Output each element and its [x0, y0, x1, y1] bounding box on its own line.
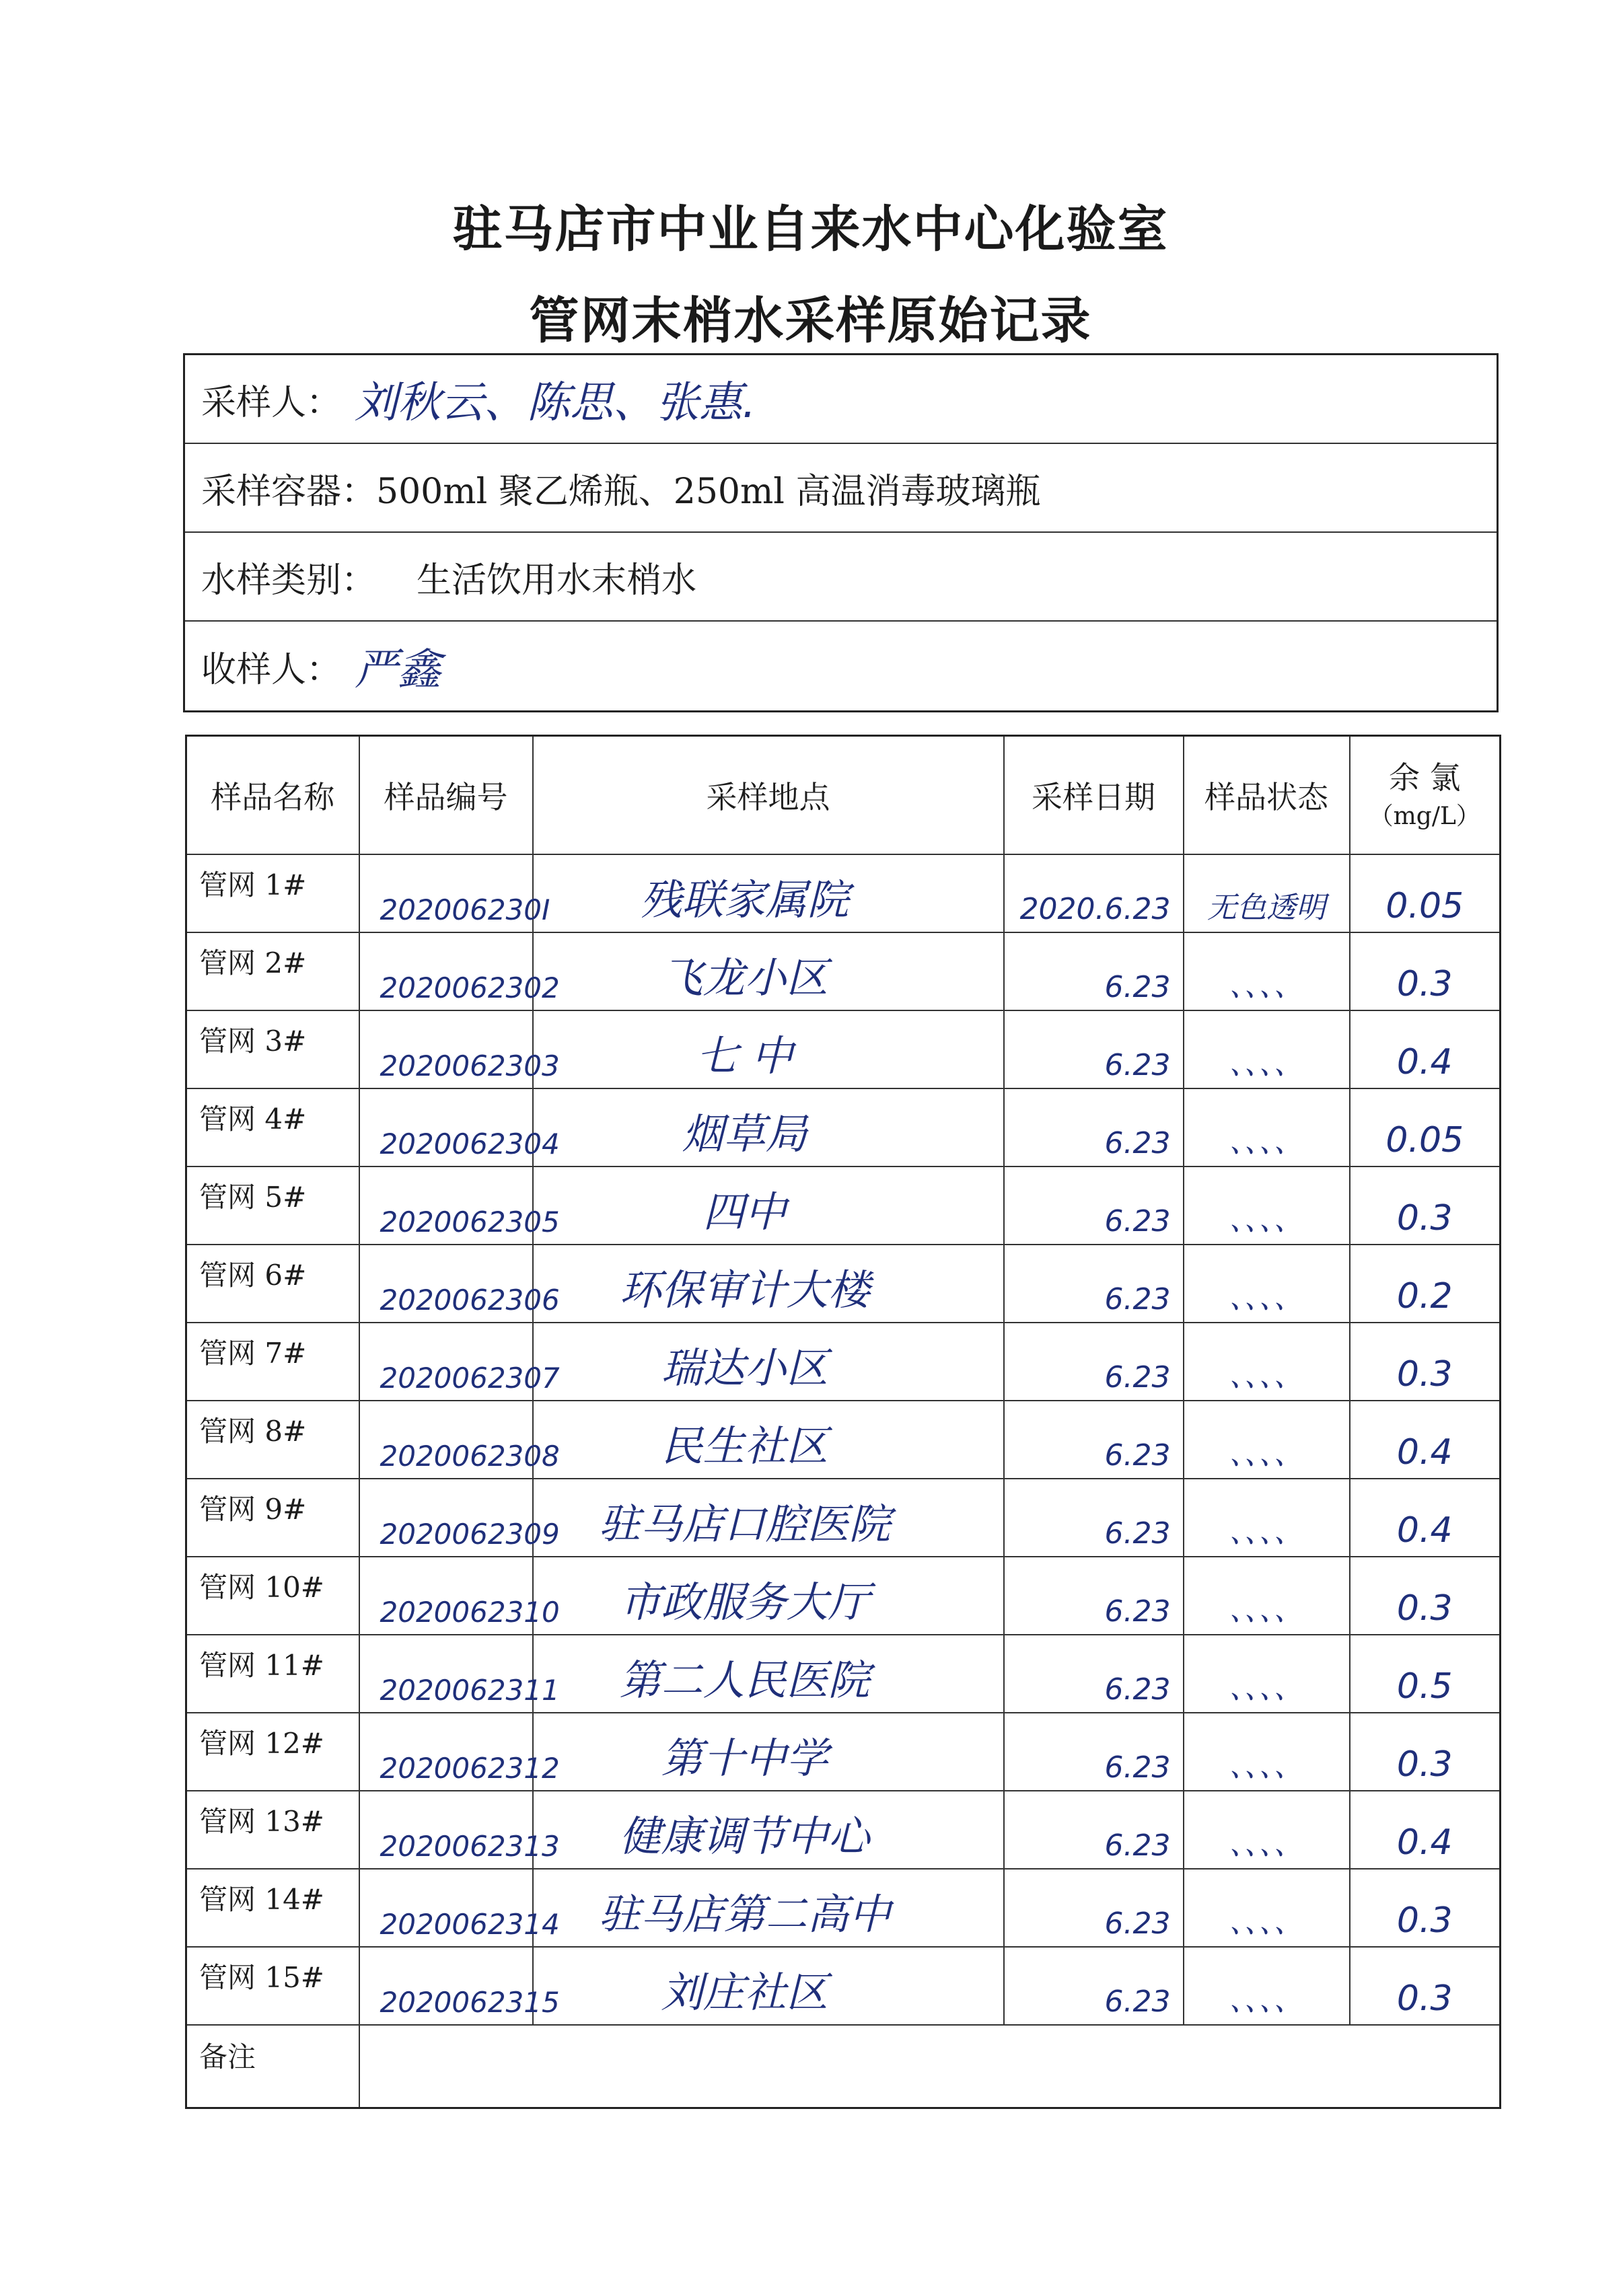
sample-name-cell: 管网 11# — [186, 1635, 359, 1713]
sample-location: 烟草局 — [682, 1109, 807, 1158]
sampler-value: 刘秋云、陈思、张惠. — [355, 378, 756, 428]
sample-code: 2020062315 — [380, 1985, 560, 2019]
sample-state: 、、、、 — [1229, 1280, 1303, 1315]
sample-code: 2020062307 — [380, 1361, 560, 1395]
table-row — [186, 1245, 1501, 1323]
table-row — [186, 1791, 1501, 1869]
table-row — [186, 1713, 1501, 1791]
sample-name-cell: 管网 7# — [186, 1323, 359, 1401]
date-cell — [1004, 1479, 1184, 1557]
state-cell — [1184, 1323, 1350, 1401]
sample-code-cell — [359, 1557, 560, 1635]
table-row — [186, 1088, 1501, 1166]
chlorine-cell — [1350, 1401, 1501, 1479]
sample-code-cell — [359, 1401, 560, 1479]
date-cell — [1004, 1791, 1184, 1869]
sample-state: 、、、、 — [1229, 1983, 1303, 2017]
sample-state: 、、、、 — [1229, 1904, 1303, 1939]
sample-type-label: 水样类别： — [201, 560, 377, 601]
sample-state: 、、、、 — [1229, 1358, 1303, 1393]
sample-state: 、、、、 — [1229, 968, 1303, 1003]
table-row — [186, 854, 1501, 932]
date-cell — [1004, 1557, 1184, 1635]
header-date: 采样日期 — [1004, 736, 1184, 854]
sample-name-cell: 管网 5# — [186, 1166, 359, 1245]
location-cell — [533, 1010, 1004, 1088]
sample-code: 2020062309 — [380, 1517, 560, 1551]
location-cell — [533, 854, 1004, 932]
location-cell — [533, 1791, 1004, 1869]
location-cell — [533, 1245, 1004, 1323]
document-subtitle: 管网末梢水采样原始记录 — [529, 292, 1092, 350]
sample-state: 无色透明 — [1207, 890, 1326, 925]
date-cell — [1004, 854, 1184, 932]
date-cell — [1004, 1166, 1184, 1245]
state-cell — [1184, 1245, 1350, 1323]
header-state: 样品状态 — [1184, 736, 1350, 854]
chlorine-cell — [1350, 1947, 1501, 2025]
chlorine-value: 0.3 — [1396, 1978, 1453, 2019]
state-cell — [1184, 932, 1350, 1010]
date-cell — [1004, 1635, 1184, 1713]
chlorine-cell — [1350, 1791, 1501, 1869]
header-sample-code: 样品编号 — [359, 736, 533, 854]
chlorine-cell — [1350, 854, 1501, 932]
sample-code-cell — [359, 1245, 560, 1323]
chlorine-cell — [1350, 1010, 1501, 1088]
chlorine-value: 0.05 — [1385, 885, 1464, 926]
sample-date: 6.23 — [1104, 1906, 1171, 1941]
table-row — [186, 1557, 1501, 1635]
date-cell — [1004, 1401, 1184, 1479]
sample-code-cell — [359, 1635, 560, 1713]
table-row — [186, 1869, 1501, 1947]
sample-type-value: 生活饮用水末梢水 — [417, 560, 697, 601]
sample-code: 2020062304 — [380, 1127, 560, 1160]
sample-code: 2020062302 — [380, 971, 560, 1004]
header-chlorine-label: 余 氯 — [1388, 760, 1461, 797]
date-cell — [1004, 1323, 1184, 1401]
sample-name-cell: 管网 9# — [186, 1479, 359, 1557]
sample-location: 第二人民医院 — [619, 1655, 870, 1705]
header-chlorine — [1350, 736, 1501, 854]
sample-date: 6.23 — [1104, 1125, 1171, 1160]
sample-code-cell — [359, 1323, 560, 1401]
table-row — [186, 1323, 1501, 1401]
sample-location: 驻马店第二高中 — [598, 1889, 891, 1939]
sample-record-table — [185, 735, 1501, 2109]
date-cell — [1004, 1947, 1184, 2025]
sample-code-cell — [359, 854, 550, 932]
sample-code-cell — [359, 1010, 560, 1088]
chlorine-value: 0.3 — [1396, 1744, 1453, 1785]
sample-code: 2020062306 — [380, 1283, 560, 1317]
date-cell — [1004, 1245, 1184, 1323]
sample-code-cell — [359, 1947, 560, 2025]
sample-date: 6.23 — [1104, 1360, 1171, 1395]
state-cell — [1184, 854, 1350, 932]
sample-location: 环保审计大楼 — [619, 1265, 870, 1314]
sample-code-cell — [359, 1166, 560, 1245]
state-cell — [1184, 1557, 1350, 1635]
sample-location: 驻马店口腔医院 — [598, 1499, 891, 1549]
chlorine-value: 0.3 — [1396, 1900, 1453, 1941]
sample-code: 202006230I — [380, 893, 550, 926]
receiver-value: 严鑫 — [355, 645, 441, 695]
sample-code: 2020062313 — [380, 1829, 560, 1863]
date-cell — [1004, 1713, 1184, 1791]
container-row — [185, 444, 1497, 533]
sampler-label: 采样人： — [201, 382, 342, 423]
chlorine-cell — [1350, 932, 1501, 1010]
sample-state: 、、、、 — [1229, 1124, 1303, 1159]
location-cell — [533, 1088, 1004, 1166]
sample-date: 6.23 — [1104, 1984, 1171, 2019]
location-cell — [533, 1323, 1004, 1401]
chlorine-value: 0.4 — [1396, 1822, 1453, 1863]
sample-name-cell: 管网 1# — [186, 854, 359, 932]
sample-code-cell — [359, 1869, 560, 1947]
sample-location: 飞龙小区 — [661, 953, 828, 1002]
sample-code: 2020062308 — [380, 1439, 560, 1473]
state-cell — [1184, 1947, 1350, 2025]
sample-date: 6.23 — [1104, 1282, 1171, 1317]
location-cell — [533, 1479, 1004, 1557]
location-cell — [533, 1166, 1004, 1245]
sample-location: 七 中 — [696, 1031, 793, 1080]
sample-location: 刘庄社区 — [661, 1967, 828, 2017]
table-header-row — [186, 736, 1501, 854]
location-cell — [533, 1869, 1004, 1947]
chlorine-cell — [1350, 1869, 1501, 1947]
state-cell — [1184, 1401, 1350, 1479]
sample-code: 2020062314 — [380, 1907, 560, 1941]
location-cell — [533, 1635, 1004, 1713]
chlorine-value: 0.4 — [1396, 1041, 1453, 1082]
sample-date: 6.23 — [1104, 1594, 1171, 1629]
sample-location: 残联家属院 — [640, 875, 849, 924]
location-cell — [533, 1401, 1004, 1479]
sample-code-cell — [359, 1791, 560, 1869]
date-cell — [1004, 932, 1184, 1010]
state-cell — [1184, 1479, 1350, 1557]
chlorine-value: 0.3 — [1396, 1197, 1453, 1238]
receiver-row — [185, 622, 1497, 710]
table-row — [186, 1166, 1501, 1245]
chlorine-value: 0.3 — [1396, 1354, 1453, 1395]
document-title: 驻马店市中业自来水中心化验室 — [452, 200, 1169, 258]
sample-location: 瑞达小区 — [661, 1343, 828, 1393]
sample-code: 2020062312 — [380, 1751, 560, 1785]
table-row — [186, 1010, 1501, 1088]
date-cell — [1004, 1088, 1184, 1166]
sample-date: 6.23 — [1104, 969, 1171, 1004]
sample-state: 、、、、 — [1229, 1202, 1303, 1237]
sample-date: 6.23 — [1104, 1516, 1171, 1551]
sample-state: 、、、、 — [1229, 1514, 1303, 1549]
state-cell — [1184, 1166, 1350, 1245]
sample-state: 、、、、 — [1229, 1670, 1303, 1705]
sample-state: 、、、、 — [1229, 1592, 1303, 1627]
table-row — [186, 1635, 1501, 1713]
container-label: 采样容器： — [201, 471, 377, 512]
state-cell — [1184, 1791, 1350, 1869]
sample-state: 、、、、 — [1229, 1046, 1303, 1081]
chlorine-value: 0.4 — [1396, 1432, 1453, 1473]
sample-type-row — [185, 533, 1497, 622]
chlorine-value: 0.3 — [1396, 1588, 1453, 1629]
sample-name-cell: 管网 2# — [186, 932, 359, 1010]
table-row — [186, 1947, 1501, 2025]
location-cell — [533, 1947, 1004, 2025]
sample-code: 2020062303 — [380, 1049, 560, 1082]
sample-date: 6.23 — [1104, 1438, 1171, 1473]
sample-location: 民生社区 — [661, 1421, 828, 1471]
state-cell — [1184, 1010, 1350, 1088]
header-chlorine-unit: （mg/L） — [1369, 802, 1480, 830]
sample-code: 2020062305 — [380, 1205, 560, 1238]
sample-code: 2020062310 — [380, 1595, 560, 1629]
header-sample-name: 样品名称 — [186, 736, 359, 854]
location-cell — [533, 932, 1004, 1010]
sample-name-cell: 管网 4# — [186, 1088, 359, 1166]
table-row — [186, 1401, 1501, 1479]
sample-name-cell: 管网 14# — [186, 1869, 359, 1947]
sample-code-cell — [359, 1479, 560, 1557]
chlorine-cell — [1350, 1557, 1501, 1635]
sample-name-cell: 管网 12# — [186, 1713, 359, 1791]
remarks-row — [186, 2025, 1501, 2108]
sample-location: 四中 — [703, 1187, 787, 1236]
location-cell — [533, 1557, 1004, 1635]
sample-name-cell: 管网 3# — [186, 1010, 359, 1088]
sample-code-cell — [359, 1713, 560, 1791]
table-row — [186, 1479, 1501, 1557]
chlorine-value: 0.5 — [1396, 1666, 1453, 1707]
table-row — [186, 932, 1501, 1010]
chlorine-cell — [1350, 1088, 1501, 1166]
container-value: 500ml 聚乙烯瓶、250ml 高温消毒玻璃瓶 — [376, 471, 1041, 512]
sample-name-cell: 管网 13# — [186, 1791, 359, 1869]
chlorine-value: 0.2 — [1396, 1275, 1453, 1317]
sample-name-cell: 管网 10# — [186, 1557, 359, 1635]
chlorine-value: 0.05 — [1385, 1119, 1464, 1160]
sample-location: 市政服务大厅 — [619, 1577, 870, 1627]
sample-code: 2020062311 — [380, 1673, 560, 1707]
chlorine-cell — [1350, 1479, 1501, 1557]
chlorine-cell — [1350, 1635, 1501, 1713]
state-cell — [1184, 1635, 1350, 1713]
chlorine-cell — [1350, 1713, 1501, 1791]
sample-code-cell — [359, 932, 560, 1010]
date-cell — [1004, 1010, 1184, 1088]
state-cell — [1184, 1869, 1350, 1947]
sample-state: 、、、、 — [1229, 1436, 1303, 1471]
sample-location: 健康调节中心 — [619, 1811, 870, 1861]
sample-date: 6.23 — [1104, 1750, 1171, 1785]
state-cell — [1184, 1088, 1350, 1166]
sample-name-cell: 管网 8# — [186, 1401, 359, 1479]
sample-date: 2020.6.23 — [1019, 891, 1171, 926]
remarks-value — [359, 2025, 1501, 2108]
sample-date: 6.23 — [1104, 1828, 1171, 1863]
state-cell — [1184, 1713, 1350, 1791]
chlorine-cell — [1350, 1323, 1501, 1401]
sample-state: 、、、、 — [1229, 1748, 1303, 1783]
sample-location: 第十中学 — [661, 1733, 828, 1783]
chlorine-cell — [1350, 1166, 1501, 1245]
header-location: 采样地点 — [533, 736, 1004, 854]
sample-date: 6.23 — [1104, 1047, 1171, 1082]
chlorine-cell — [1350, 1245, 1501, 1323]
sample-date: 6.23 — [1104, 1203, 1171, 1238]
location-cell — [533, 1713, 1004, 1791]
chlorine-value: 0.4 — [1396, 1510, 1453, 1551]
sample-name-cell: 管网 6# — [186, 1245, 359, 1323]
sample-name-cell: 管网 15# — [186, 1947, 359, 2025]
sample-state: 、、、、 — [1229, 1826, 1303, 1861]
receiver-label: 收样人： — [201, 649, 342, 690]
sample-code-cell — [359, 1088, 560, 1166]
sampler-row — [185, 355, 1497, 444]
sample-date: 6.23 — [1104, 1672, 1171, 1707]
date-cell — [1004, 1869, 1184, 1947]
chlorine-value: 0.3 — [1396, 963, 1453, 1004]
sampling-info-table — [183, 353, 1499, 712]
remarks-label: 备注 — [186, 2025, 359, 2108]
